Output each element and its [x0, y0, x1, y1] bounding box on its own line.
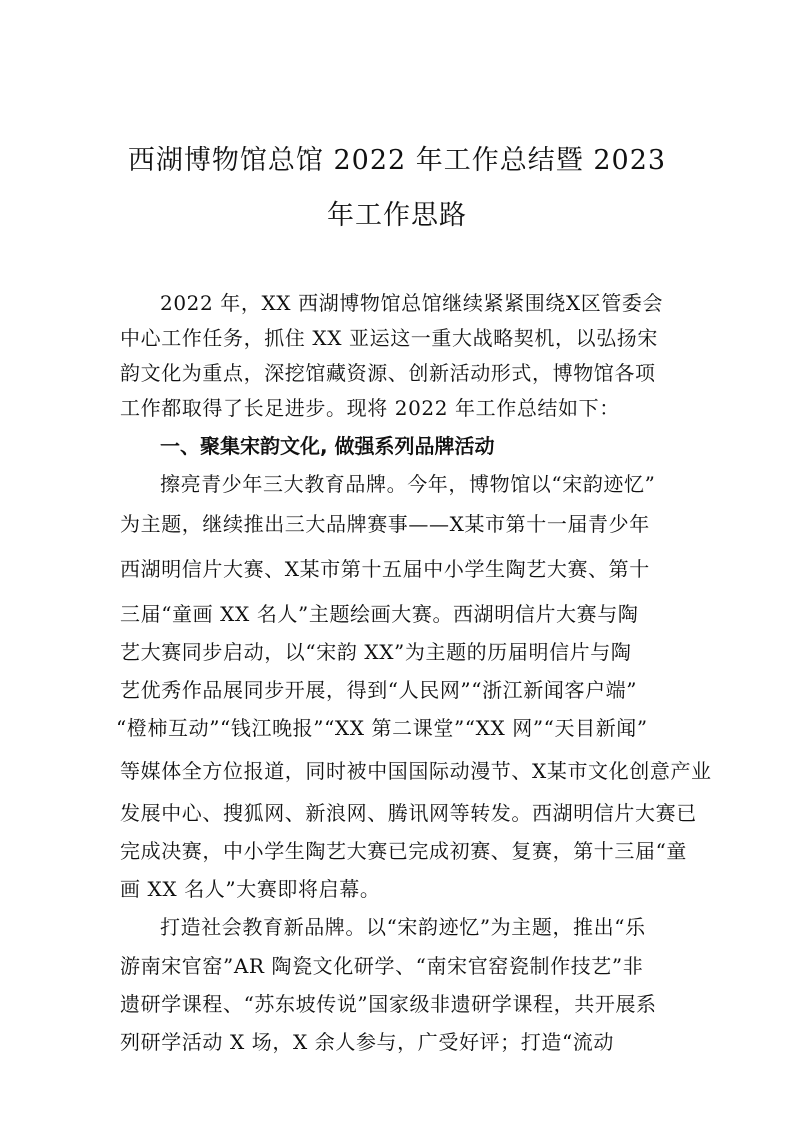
section-1-heading: 一、聚集宋韵文化, 做强系列品牌活动: [160, 434, 495, 458]
paragraph-line: 打造社会教育新品牌。以“宋韵迹忆”为主题，推出“乐: [160, 915, 646, 939]
paragraph-line: 艺大赛同步启动，以“宋韵 XX”为主题的历届明信片与陶: [120, 640, 632, 664]
intro-line: 中心工作任务，抓住 XX 亚运这一重大战略契机，以弘扬宋: [120, 326, 658, 350]
paragraph-line: 列研学活动 X 场，X 余人参与，广受好评；打造“流动: [120, 1030, 614, 1054]
intro-line: 工作都取得了长足进步。现将 2022 年工作总结如下：: [120, 396, 620, 420]
intro-line: 2022 年，XX 西湖博物馆总馆继续紧紧围绕X区管委会: [160, 291, 664, 315]
document-title-line-2: 年工作思路: [327, 200, 467, 231]
paragraph-line: 三届“童画 XX 名人”主题绘画大赛。西湖明信片大赛与陶: [120, 602, 639, 626]
paragraph-line: 画 XX 名人”大赛即将启幕。: [120, 877, 381, 901]
paragraph-line: 遗研学课程、“苏东坡传说”国家级非遗研学课程，共开展系: [120, 992, 657, 1016]
paragraph-line: 擦亮青少年三大教育品牌。今年，博物馆以“宋韵迹忆”: [160, 472, 656, 496]
paragraph-line: 等媒体全方位报道，同时被中国国际动漫节、X某市文化创意产业: [120, 759, 712, 783]
paragraph-line: 发展中心、搜狐网、新浪网、腾讯网等转发。西湖明信片大赛已: [120, 801, 697, 825]
paragraph-line: 为主题，继续推出三大品牌赛事——X某市第十一届青少年: [120, 512, 650, 536]
paragraph-line: 游南宋官窑”AR 陶瓷文化研学、“南宋官窑瓷制作技艺”非: [120, 954, 644, 978]
paragraph-line: “橙柿互动”“钱江晚报”“XX 第二课堂”“XX 网”“天目新闻”: [116, 716, 648, 740]
intro-line: 韵文化为重点，深挖馆藏资源、创新活动形式，博物馆各项: [120, 361, 656, 385]
document-title-line-1: 西湖博物馆总馆 2022 年工作总结暨 2023: [127, 145, 667, 176]
paragraph-line: 完成决赛，中小学生陶艺大赛已完成初赛、复赛，第十三届“童: [120, 839, 688, 863]
paragraph-line: 西湖明信片大赛、X某市第十五届中小学生陶艺大赛、第十: [120, 557, 650, 581]
paragraph-line: 艺优秀作品展同步开展，得到“人民网”“浙江新闻客户端”: [120, 678, 638, 702]
